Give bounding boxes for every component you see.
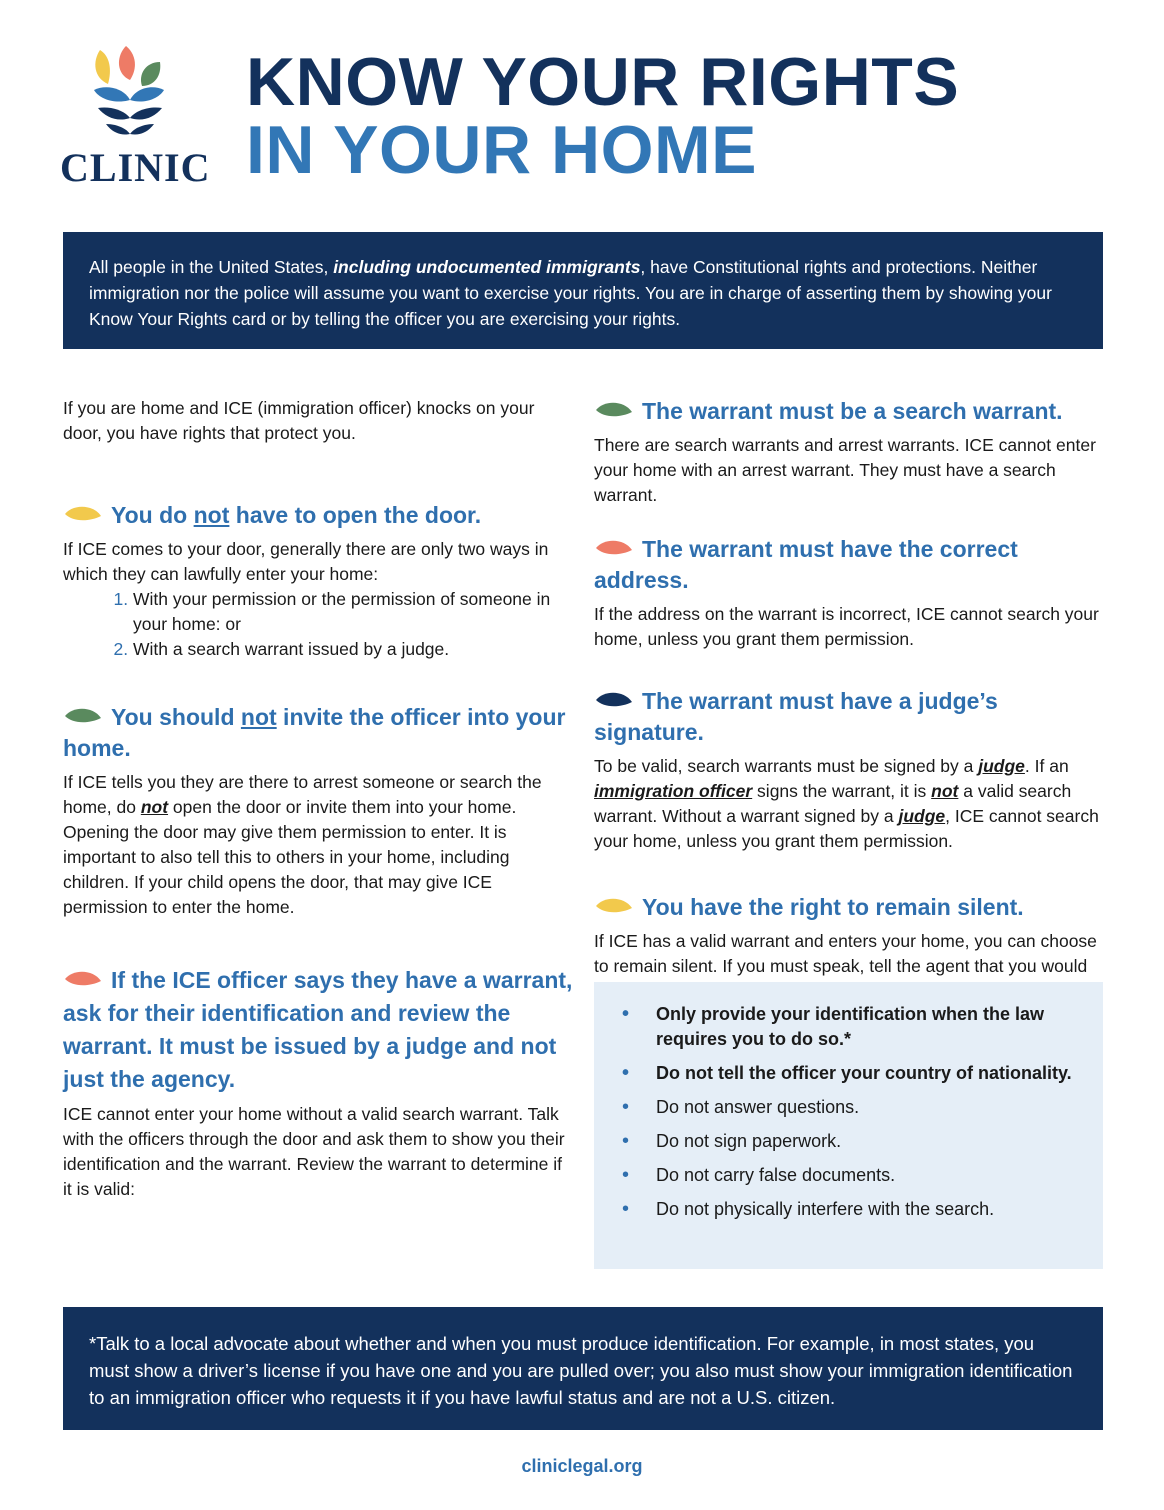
tips-list [616, 1002, 1083, 1222]
body-emphasis: immigration officer [594, 781, 753, 801]
intro-banner [63, 232, 1103, 349]
ways-list [107, 587, 573, 662]
section-open-door [63, 500, 573, 662]
heading-text: You should [111, 704, 241, 730]
body-text: open the door or invite them into your home. Opening the door may give them permission to enter. It is important to also tell this to others in your home, including children. If your child opens the door, that may give ICE permission to enter the home. [63, 797, 517, 917]
body-text: , ICE cannot search your home, unless you grant them permission. [594, 806, 1099, 851]
heading-text: The warrant must have the correct address. [594, 536, 1018, 593]
section-heading [594, 396, 1104, 427]
lead-paragraph: If you are home and ICE (immigration officer) knocks on your door, you have rights that protect you. [63, 398, 535, 443]
list-item: • Do not tell the officer your country of nationality. [616, 1061, 1083, 1086]
title-line-1: KNOW YOUR RIGHTS [246, 44, 960, 120]
section-search-warrant [594, 396, 1104, 508]
section-body: If ICE has a valid warrant and enters your home, you can choose to remain silent. If you must speak, tell the agent that you would [594, 931, 1097, 976]
list-item: • Do not physically interfere with the search. [616, 1197, 1083, 1222]
heading-text: The warrant must be a search warrant. [642, 398, 1063, 424]
leaf-logo-icon [90, 44, 170, 144]
salmon-leaf-icon [63, 969, 103, 989]
section-heading [594, 686, 1104, 748]
section-body: ICE cannot enter your home without a valid search warrant. Talk with the officers through the door and ask them to show you their identification and the warrant. Review the warrant to determine if it is valid: [63, 1104, 565, 1199]
body-text: signs the warrant, it is [752, 781, 932, 801]
intro-text-2: , have Constitutional rights and protections. Neither immigration nor the police will assume you want to exercise your rights. You are in charge of asserting them by showing your Know Your Rights card or by telling the officer you are exercising your rights. [89, 257, 1052, 329]
list-item: • Only provide your identification when the law requires you to do so.* [616, 1002, 1083, 1052]
section-body [594, 754, 1104, 854]
list-item: 1. With your permission or the permission of someone in your home: or [133, 587, 573, 637]
heading-underlined: not [193, 502, 230, 528]
section-judge-signature [594, 686, 1104, 854]
heading-text: You do [111, 502, 194, 528]
left-column [63, 396, 573, 1232]
section-heading [594, 534, 1104, 596]
body-emphasis: not [140, 797, 169, 817]
tips-box [594, 982, 1103, 1269]
body-emphasis: judge [978, 756, 1025, 776]
section-check-warrant [63, 964, 573, 1202]
section-body [63, 770, 573, 920]
section-heading [594, 892, 1104, 923]
body-text: If ICE tells you they are there to arrest someone or search the home, do [63, 772, 542, 817]
heading-underlined: not [240, 704, 277, 730]
section-heading [63, 964, 573, 1096]
footnote-banner: *Talk to a local advocate about whether and when you must produce identification. For example, in most states, you must show a driver’s license if you have one and you are pulled over; you also must show your immigration identification to an immigration officer who requests it if you have lawful status and are not a U.S. citizen. [63, 1307, 1103, 1430]
section-do-not-invite [63, 702, 573, 920]
heading-text: invite the officer into your home. [63, 704, 566, 761]
salmon-leaf-icon [594, 538, 634, 558]
heading-text: You have the right to remain silent. [642, 894, 1024, 920]
body-text: . If an [1024, 756, 1069, 776]
section-heading [63, 702, 573, 764]
list-item: • Do not answer questions. [616, 1095, 1083, 1120]
section-correct-address [594, 534, 1104, 652]
right-column [594, 396, 1104, 1034]
heading-text: If the ICE officer says they have a warrant, ask for their identification and review the warrant. It must be issued by a judge and not just the agency. [63, 967, 573, 1092]
heading-text: The warrant must have a judge’s signature. [594, 688, 998, 745]
clinic-logo [60, 44, 211, 190]
page-title [246, 44, 960, 188]
section-body: If the address on the warrant is incorrect, ICE cannot search your home, unless you grant them permission. [594, 604, 1099, 649]
logo-wordmark: CLINIC [60, 145, 211, 190]
yellow-leaf-icon [63, 504, 103, 524]
body-text: To be valid, search warrants must be signed by a [594, 756, 979, 776]
section-body: If ICE comes to your door, generally there are only two ways in which they can lawfully enter your home: [63, 539, 549, 584]
green-leaf-icon [63, 706, 103, 726]
body-emphasis: judge [898, 806, 946, 826]
list-item: 2. With a search warrant issued by a judge. [133, 637, 573, 662]
heading-text: have to open the door. [229, 502, 482, 528]
title-line-2: IN YOUR HOME [246, 112, 758, 188]
navy-leaf-icon [594, 690, 634, 710]
section-body: There are search warrants and arrest warrants. ICE cannot enter your home with an arrest warrant. They must have a search warrant. [594, 435, 1096, 505]
intro-emphasis: including undocumented immigrants [333, 257, 641, 277]
body-emphasis: not [931, 781, 959, 801]
green-leaf-icon [594, 400, 634, 420]
body-text: a valid search warrant. Without a warrant signed by a [594, 781, 1072, 826]
section-heading [63, 500, 573, 531]
yellow-leaf-icon [594, 896, 634, 916]
intro-text-1: All people in the United States, [89, 257, 334, 277]
list-item: • Do not carry false documents. [616, 1163, 1083, 1188]
list-item: • Do not sign paperwork. [616, 1129, 1083, 1154]
website-link[interactable]: cliniclegal.org [521, 1456, 643, 1476]
